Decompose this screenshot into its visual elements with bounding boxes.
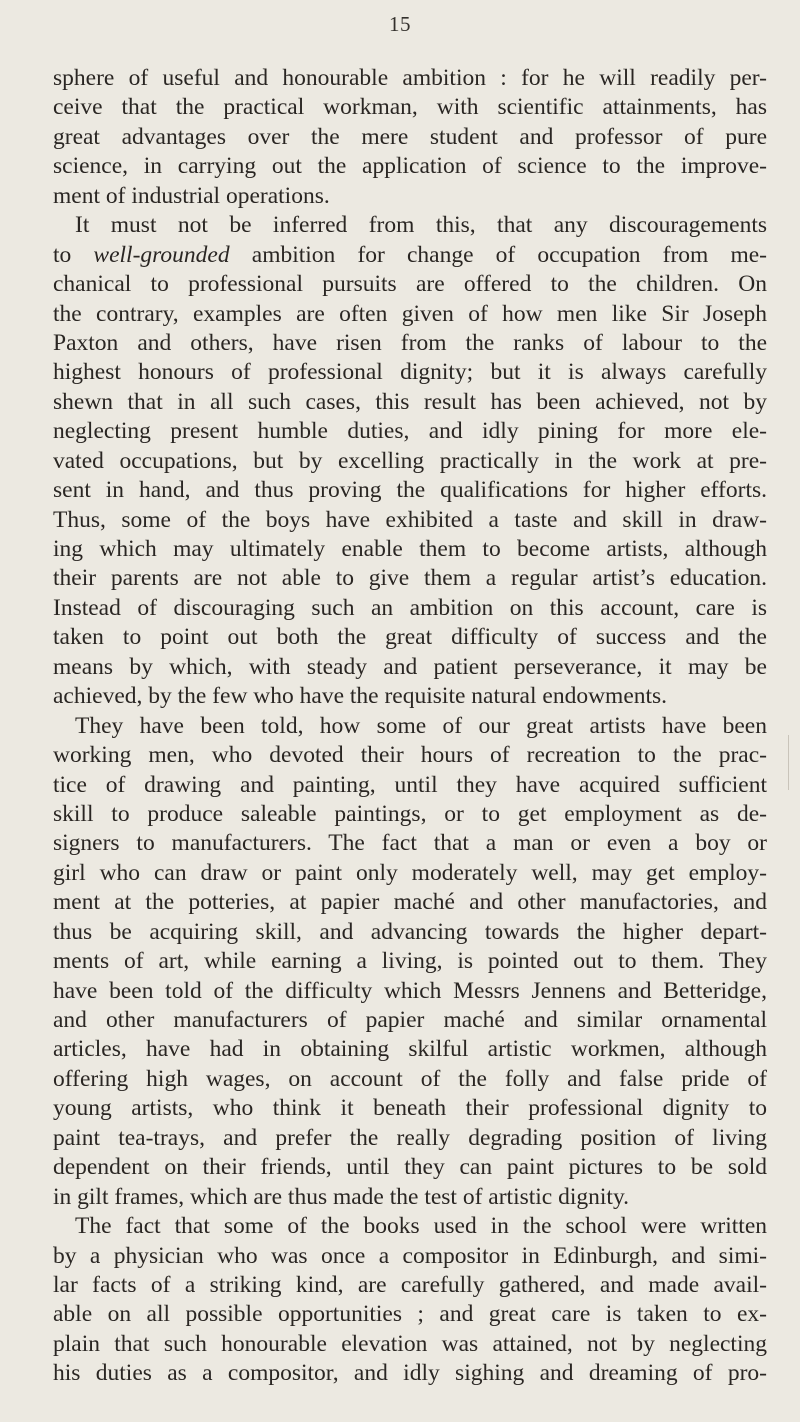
text-line: lar facts of a striking kind, are carefully gathered, and made avail-	[53, 1271, 767, 1298]
text-line: the contrary, examples are often given of how men like Sir Joseph	[53, 300, 767, 327]
page-number: 15	[389, 12, 411, 36]
text-fragment: to	[53, 241, 94, 268]
text-line: have been told of the difficulty which Messrs Jennens and Betteridge,	[53, 977, 767, 1004]
text-line: tice of drawing and painting, until they have acquired sufficient	[53, 771, 767, 798]
text-line: means by which, with steady and patient perseverance, it may be	[53, 653, 767, 680]
text-line: paint tea-trays, and prefer the really degrading position of living	[53, 1124, 767, 1151]
text-line: Thus, some of the boys have exhibited a taste and skill in draw-	[53, 506, 767, 533]
text-line: dependent on their friends, until they can paint pictures to be sold	[53, 1154, 767, 1181]
text-line: taken to point out both the great difficulty of success and the	[53, 624, 767, 651]
text-line: great advantages over the mere student and professor of pure	[53, 123, 767, 150]
text-line: articles, have had in obtaining skilful artistic workmen, although	[53, 1036, 767, 1063]
text-line: Instead of discouraging such an ambition on this account, care is	[53, 594, 767, 621]
margin-mark	[788, 735, 789, 790]
text-line: skill to produce saleable paintings, or to get employment as de-	[53, 800, 767, 827]
text-line: ceive that the practical workman, with scientific attainments, has	[53, 94, 767, 121]
text-line: able on all possible opportunities ; and great care is taken to ex-	[53, 1301, 767, 1328]
text-line: sphere of useful and honourable ambition : for he will readily per-	[53, 65, 767, 91]
text-line: sent in hand, and thus proving the qualifications for higher efforts.	[53, 477, 767, 504]
text-line: offering high wages, on account of the folly and false pride of	[53, 1065, 767, 1092]
text-line: Paxton and others, have risen from the ranks of labour to the	[53, 329, 767, 356]
text-line	[53, 241, 767, 270]
text-line: by a physician who was once a compositor in Edinburgh, and simi-	[53, 1242, 767, 1269]
text-line: their parents are not able to give them a regular artist’s education.	[53, 565, 767, 592]
text-line: in gilt frames, which are thus made the test of artistic dignity.	[53, 1183, 630, 1210]
text-line: achieved, by the few who have the requisite natural endowments.	[53, 683, 668, 710]
text-line: It must not be inferred from this, that any discouragements	[75, 212, 767, 239]
text-line: science, in carrying out the application of science to the improve-	[53, 153, 767, 180]
text-line: shewn that in all such cases, this result has been achieved, not by	[53, 388, 767, 415]
text-line: ments of art, while earning a living, is pointed out to them. They	[53, 948, 767, 975]
text-line: neglecting present humble duties, and idly pining for more ele-	[53, 418, 767, 445]
text-line: They have been told, how some of our great artists have been	[75, 712, 767, 739]
text-line: girl who can draw or paint only moderately well, may get employ-	[53, 859, 767, 886]
text-line: signers to manufacturers. The fact that a man or even a boy or	[53, 830, 767, 857]
text-line: ment of industrial operations.	[53, 182, 330, 209]
text-line: chanical to professional pursuits are offered to the children. On	[53, 271, 767, 298]
text-fragment: ambition for change of occupation from me-	[229, 241, 767, 268]
body-text	[53, 64, 767, 1389]
text-line: working men, who devoted their hours of recreation to the prac-	[53, 742, 767, 769]
text-line: vated occupations, but by excelling practically in the work at pre-	[53, 447, 767, 474]
text-line: and other manufacturers of papier maché and similar ornamental	[53, 1007, 767, 1033]
text-line: ment at the potteries, at papier maché and other manufactories, and	[53, 889, 767, 916]
text-line: young artists, who think it beneath their professional dignity to	[53, 1095, 767, 1122]
text-line: thus be acquiring skill, and advancing towards the higher depart-	[53, 918, 767, 945]
text-line: his duties as a compositor, and idly sighing and dreaming of pro-	[53, 1360, 767, 1387]
text-line: plain that such honourable elevation was attained, not by neglecting	[53, 1330, 767, 1357]
text-line: highest honours of professional dignity; but it is always carefully	[53, 359, 767, 386]
text-line: The fact that some of the books used in the school were written	[75, 1213, 767, 1240]
italic-emphasis: well-grounded	[93, 241, 230, 268]
text-line: ing which may ultimately enable them to become artists, although	[53, 536, 767, 562]
